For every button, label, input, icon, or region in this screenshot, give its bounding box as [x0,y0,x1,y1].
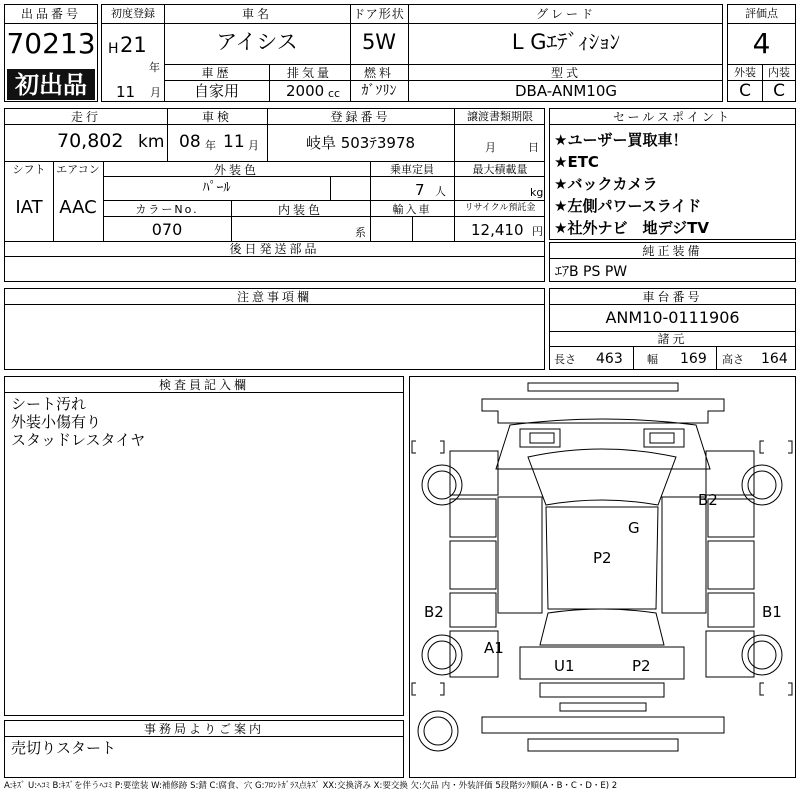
score-box [727,4,796,102]
recycle: 12,410 [471,221,524,239]
load-label: 最大積載量 [472,163,528,176]
recycle-unit: 円 [532,225,543,238]
sales-points-box [549,108,796,240]
displacement: 2000 [286,82,325,100]
era: H [108,41,119,57]
color-no: 070 [151,220,183,239]
damage-mark-b1-right: B1 [762,603,782,621]
lot-number: 70213 [6,27,96,60]
office-text: 売切りスタート [11,739,117,757]
damage-mark-p2-bottom: P2 [632,657,651,675]
chassis-label: 車台番号 [642,290,703,304]
sales-point-1: ★ユーザー買取車！ [554,131,688,149]
specs-label: 諸元 [657,332,688,346]
registration-label: 登録番号 [330,110,391,124]
damage-mark-a1: A1 [484,639,504,657]
shift-label: シフト [12,163,46,176]
car-name: アイシス [216,30,298,54]
transfer-day-unit: 日 [528,141,539,154]
length: 463 [596,351,623,367]
sales-point-2: ★ETC [554,153,599,171]
color: ﾊﾟｰﾙ [202,180,231,196]
capacity-label: 乗車定員 [390,163,434,176]
height-label: 高さ [722,353,744,366]
details-grid [4,108,545,282]
sales-point-4: ★左側パワースライド [554,197,702,215]
registration: 岐阜 503ﾃ3978 [305,134,416,152]
fuel: ｶﾞｿﾘﾝ [361,83,397,99]
shift: IAT [15,197,43,218]
inspector-box [4,376,404,716]
legend: A:ｷｽﾞ U:ﾍｺﾐ B:ｷｽﾞを伴うﾍｺﾐ P:要塗装 W:補修跡 S:錆 C:腐食、穴 G:ﾌﾛﾝﾄｶﾞﾗｽ点ｷｽﾞ XX:交換済み X:要交換 欠:欠品 内・外装評価 5段階ﾗﾝｸ順(A・B・C・D・E) 2 [4,781,618,791]
door-type: 5W [361,30,397,54]
notes-box [4,288,545,370]
inspector-label: 検査員記入欄 [158,378,249,392]
model: DBA-ANM10G [515,82,617,100]
damage-mark-b2-top: B2 [698,491,718,509]
month-unit: 月 [150,86,161,99]
ac-label: エアコン [56,163,100,176]
damage-mark-u1: U1 [554,657,575,675]
width-label: 幅 [647,353,658,366]
lot-number-label: 出品番号 [20,7,81,21]
color-no-label: カラーNo. [135,203,199,216]
damage-mark-p2-center: P2 [593,549,612,567]
interior-label: 内装 [768,66,790,79]
displacement-unit: cc [328,87,341,100]
mileage-unit: km [138,132,165,152]
transfer-label: 譲渡書類期限 [467,110,533,123]
door-label: ドア形状 [353,7,405,21]
score: 4 [752,27,771,60]
inspection-year-unit: 年 [205,139,216,152]
damage-mark-g: G [628,519,640,537]
recycle-label: リサイクル預託金 [464,203,536,213]
car-diagram-drawing [410,377,795,777]
damage-mark-b2-left: B2 [424,603,444,621]
year-unit: 年 [149,61,160,74]
mileage: 70,802 [57,130,124,152]
transfer-month-unit: 月 [485,141,496,154]
inspection-label: 車検 [201,110,232,124]
ac: AAC [59,197,97,218]
model-label: 型式 [550,66,581,80]
color-label: 外装色 [213,163,259,177]
fuel-label: 燃料 [363,66,394,80]
width: 169 [680,351,707,367]
car-name-label: 車名 [241,7,272,21]
first-reg-month: 11 [116,83,136,101]
height: 164 [761,351,788,367]
inspection-year: 08 [179,132,201,152]
grade-label: グレード [535,7,596,21]
sales-point-5: ★社外ナビ 地デジTV [554,219,709,237]
office-box [4,720,404,778]
grade: L Gｴﾃﾞｨｼｮﾝ [511,30,621,54]
later-parts-label: 後日発送部品 [229,242,320,256]
car-diagram [409,376,796,778]
inspector-line-2: 外装小傷有り [11,413,102,431]
header-grid [101,4,723,102]
capacity: 7 [415,181,425,199]
chassis-box [549,288,796,370]
exterior-grade: C [739,81,751,101]
load-unit: kg [530,186,544,199]
interior-color-label: 内装色 [277,203,323,217]
history-label: 車歴 [201,66,232,80]
capacity-unit: 人 [435,185,446,198]
equipment-label: 純正装備 [642,244,703,258]
inspector-line-3: スタッドレスタイヤ [11,431,146,449]
displacement-label: 排気量 [286,66,332,80]
equipment-value: ｴｱB PS PW [555,264,628,280]
office-label: 事務局よりご案内 [143,722,264,736]
interior-color-unit: 系 [355,226,366,239]
length-label: 長さ [554,353,576,366]
exterior-label: 外装 [734,66,756,79]
first-listing-badge: 初出品 [7,69,95,100]
inspector-line-1: シート汚れ [11,395,87,413]
sales-points-label: セールスポイント [613,110,732,124]
equipment-box [549,242,796,282]
mileage-label: 走行 [70,110,101,124]
interior-grade: C [773,81,785,101]
first-reg-year: 21 [120,33,147,57]
history: 自家用 [193,82,239,100]
inspection-month-unit: 月 [248,139,259,152]
import-label: 輸入車 [392,203,432,216]
inspection-month: 11 [223,132,245,152]
notes-label: 注意事項欄 [236,290,312,304]
score-label: 評価点 [745,7,778,20]
lot-number-box [4,4,98,102]
sales-point-3: ★バックカメラ [554,175,658,193]
first-reg-label: 初度登録 [111,7,155,20]
chassis-number: ANM10-0111906 [605,308,740,327]
